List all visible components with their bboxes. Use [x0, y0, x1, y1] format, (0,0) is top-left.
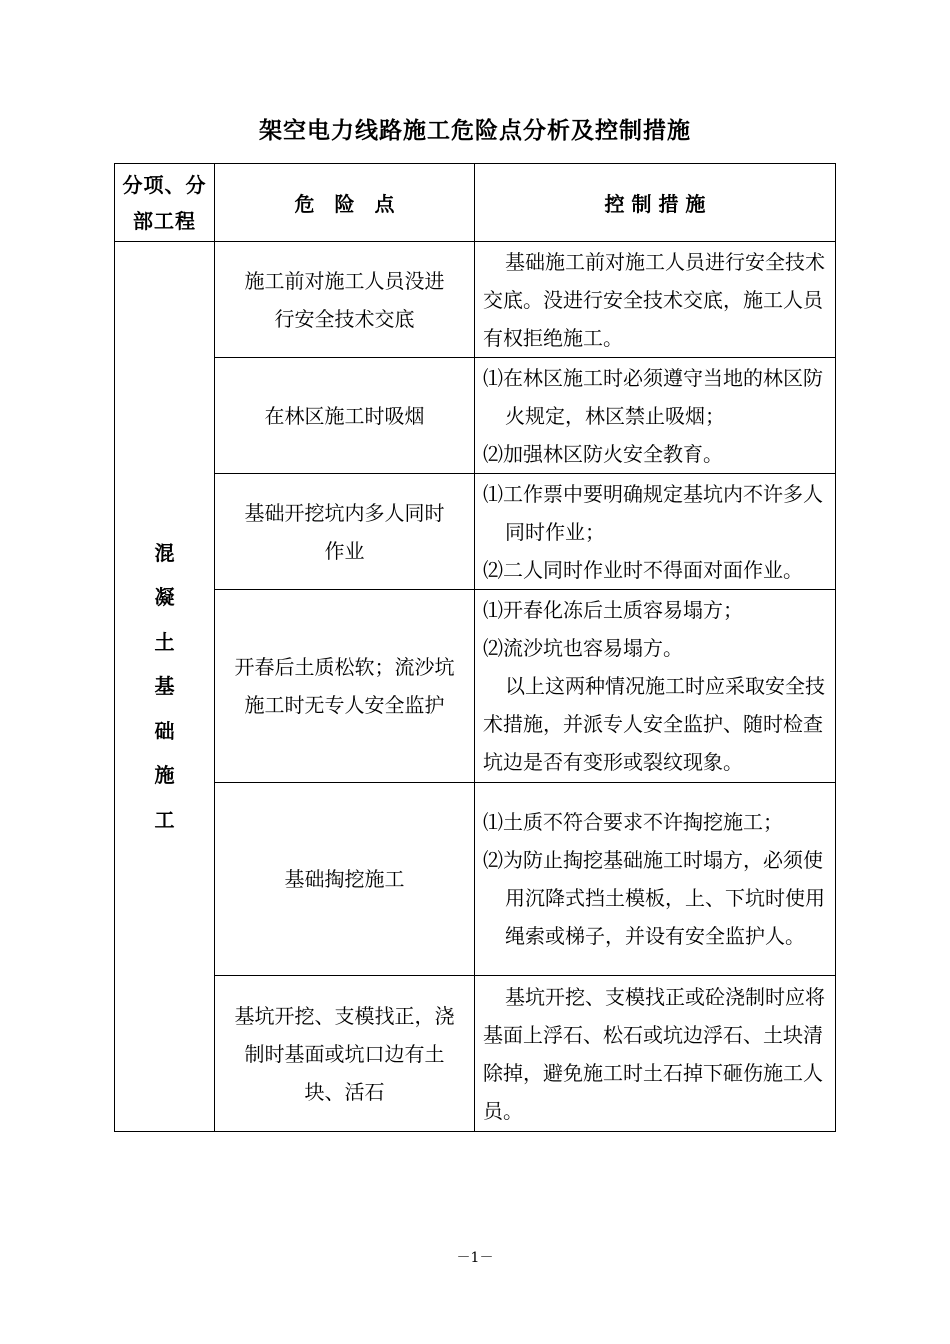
measure-text: ⑴开春化冻后土质容易塌方； [483, 598, 743, 622]
danger-cell [215, 976, 475, 1132]
measure-cell [475, 358, 836, 474]
danger-cell [215, 358, 475, 474]
header-danger: 危 险 点 [215, 164, 475, 242]
measure-text: ⑴工作票中要明确规定基坑内不许多人同时作业； [483, 481, 823, 544]
category-label [155, 531, 175, 843]
measure-text: ⑵为防止掏挖基础施工时塌方，必须使用沉降式挡土模板，上、下坑时使用绳索或梯子，并设有安全监护人。 [483, 848, 825, 948]
danger-text: 基础开挖坑内多人同时 [244, 500, 445, 525]
danger-text: 施工前对施工人员没进 [244, 268, 445, 293]
hazard-table [114, 163, 836, 1132]
measure-cell [475, 976, 836, 1132]
category-char: 土 [154, 629, 175, 654]
measure-text: ⑴在林区施工时必须遵守当地的林区防火规定，林区禁止吸烟； [483, 365, 823, 428]
measure-text: 以上这两种情况施工时应采取安全技术措施，并派专人安全监护、随时检查坑边是否有变形或裂纹现象。 [483, 674, 825, 774]
measure-cell [475, 474, 836, 590]
danger-text: 基坑开挖、支模找正，浇 [234, 1003, 455, 1028]
table-row [115, 242, 836, 358]
page-title: 架空电力线路施工危险点分析及控制措施 [259, 118, 691, 144]
danger-cell [215, 242, 475, 358]
category-char: 工 [154, 807, 175, 832]
measure-text: ⑴土质不符合要求不许掏挖施工； [483, 810, 783, 834]
measure-text: 基坑开挖、支模找正或砼浇制时应将基面上浮石、松石或坑边浮石、土块清除掉，避免施工时土石掉下砸伤施工人员。 [483, 984, 825, 1123]
measure-cell [475, 590, 836, 783]
measure-cell [475, 242, 836, 358]
measure-cell [475, 783, 836, 976]
header-category-line1: 分项、分 [122, 172, 207, 197]
danger-cell [215, 783, 475, 976]
category-char: 凝 [154, 585, 175, 610]
measure-text: ⑵二人同时作业时不得面对面作业。 [483, 557, 803, 582]
table-row [115, 358, 836, 474]
table-row [115, 783, 836, 976]
table-row [115, 474, 836, 590]
danger-text: 作业 [324, 538, 365, 563]
table-row [115, 590, 836, 783]
danger-cell [215, 474, 475, 590]
danger-text: 开春后土质松软；流沙坑 [234, 655, 455, 679]
header-measure: 控 制 措 施 [475, 164, 836, 242]
header-category-line2: 部工程 [133, 208, 196, 233]
table-header-row [115, 164, 836, 242]
measure-text: ⑵加强林区防火安全教育。 [483, 441, 723, 466]
danger-text: 制时基面或坑口边有土 [244, 1041, 445, 1066]
header-category [115, 164, 215, 242]
danger-text: 基础掏挖施工 [284, 867, 405, 891]
danger-text: 块、活石 [304, 1079, 385, 1104]
category-char: 基 [154, 674, 175, 699]
category-char: 施 [154, 763, 175, 788]
category-char: 混 [154, 540, 175, 565]
category-char: 础 [154, 718, 175, 743]
danger-text: 在林区施工时吸烟 [264, 403, 425, 428]
danger-text: 行安全技术交底 [274, 306, 415, 331]
measure-text: 基础施工前对施工人员进行安全技术交底。没进行安全技术交底，施工人员有权拒绝施工。 [483, 249, 825, 350]
page-number: －1－ [456, 1250, 494, 1266]
danger-text: 施工时无专人安全监护 [244, 693, 445, 717]
category-cell [115, 242, 215, 1132]
table-row [115, 976, 836, 1132]
danger-cell [215, 590, 475, 783]
measure-text: ⑵流沙坑也容易塌方。 [483, 636, 683, 660]
